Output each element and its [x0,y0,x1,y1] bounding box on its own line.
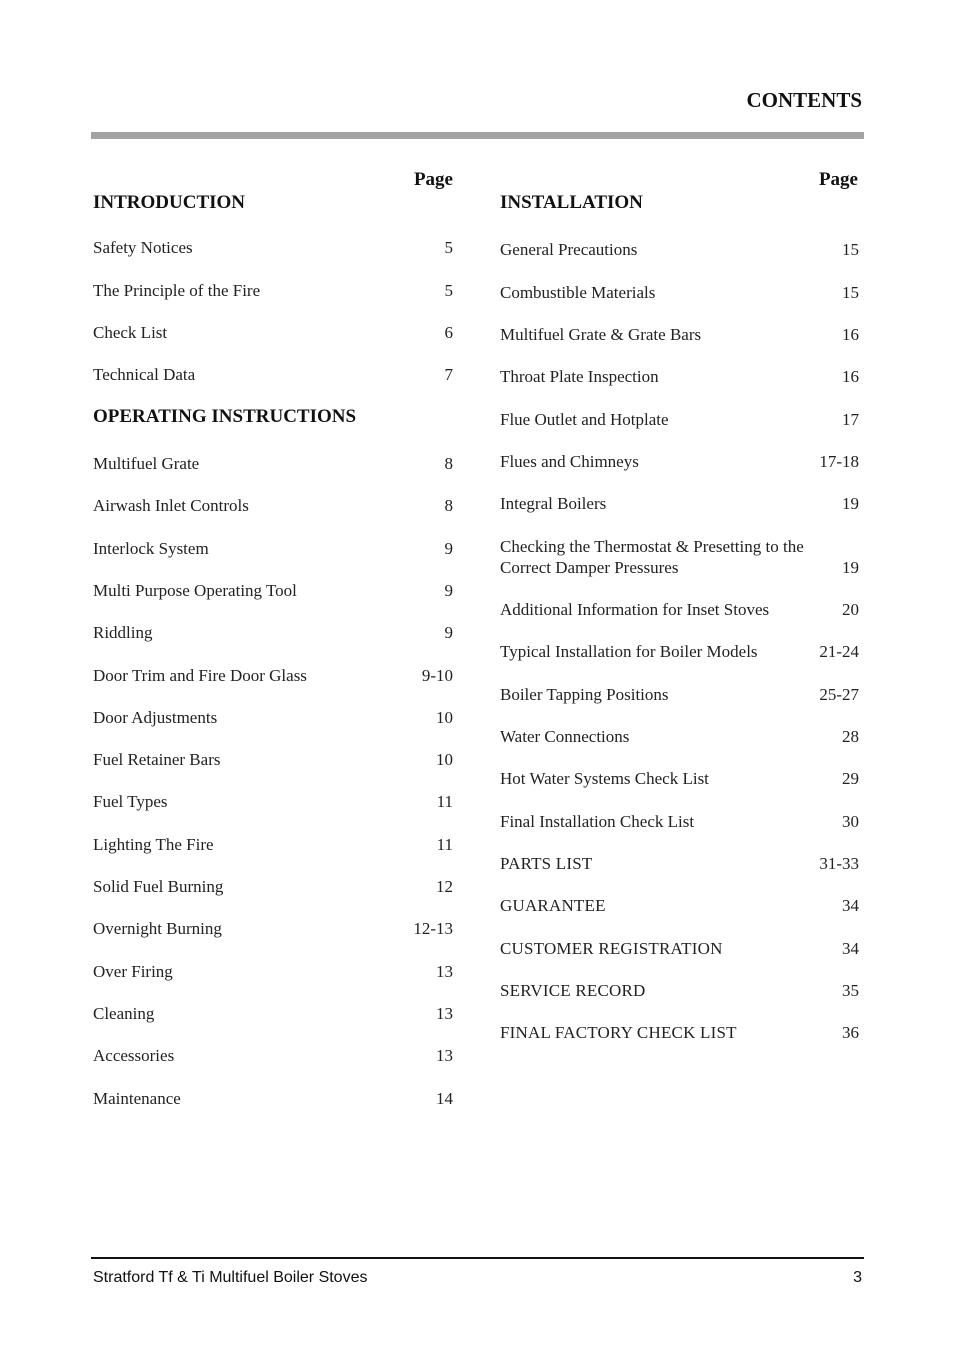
toc-entry-page: 20 [842,600,859,619]
toc-entry-page: 10 [436,708,453,727]
toc-entry-page: 7 [444,365,453,384]
toc-entry-page: 16 [842,367,859,386]
toc-entry[interactable] [93,834,453,855]
toc-entry-label: Multifuel Grate [93,454,200,473]
header-divider [91,132,864,139]
toc-entry-label: Airwash Inlet Controls [93,496,249,515]
toc-entry-page: 17 [842,410,859,429]
toc-entry-page: 16 [842,325,859,344]
toc-entry-label: Door Adjustments [93,708,218,727]
toc-entry-label: Throat Plate Inspection [500,367,659,386]
toc-entry-page: 25-27 [819,685,859,704]
toc-entry-label: SERVICE RECORD [500,981,646,1000]
footer-divider [91,1257,864,1259]
toc-entry-label: Solid Fuel Burning [93,877,224,896]
toc-entry[interactable] [93,961,453,982]
toc-entry[interactable] [93,495,453,516]
toc-entry[interactable] [93,580,453,601]
toc-entry-page: 8 [444,496,453,515]
page-column-header: Page [818,169,858,190]
toc-entry[interactable] [500,811,859,832]
footer-document-title: Stratford Tf & Ti Multifuel Boiler Stoves [93,1269,368,1286]
toc-entry-page: 13 [436,1046,453,1065]
toc-entry-label: Water Connections [500,727,630,746]
toc-entry[interactable] [500,980,859,1001]
toc-entry-label: Combustible Materials [500,283,656,302]
toc-entry[interactable] [500,726,859,747]
toc-entry-label: GUARANTEE [500,896,606,915]
toc-entry[interactable] [93,622,453,643]
toc-entry[interactable] [93,322,453,343]
toc-entry-label: CUSTOMER REGISTRATION [500,939,723,958]
toc-entry[interactable] [500,599,859,620]
toc-entry-label: Hot Water Systems Check List [500,769,709,788]
toc-entry-page: 10 [436,750,453,769]
toc-entry[interactable] [93,538,453,559]
section-heading-introduction: INTRODUCTION [93,192,246,213]
page-column-header: Page [413,169,453,190]
toc-entry-page: 30 [842,812,859,831]
toc-entry-page: 19 [842,558,859,577]
toc-entry-label: General Precautions [500,240,638,259]
toc-entry-page: 14 [436,1089,453,1108]
toc-entry[interactable] [93,665,453,686]
toc-entry-label: Boiler Tapping Positions [500,685,669,704]
toc-entry-page: 13 [436,1004,453,1023]
toc-entry-page: 28 [842,727,859,746]
toc-entry[interactable] [500,282,859,303]
toc-entry[interactable] [500,938,859,959]
toc-entry-label: Flues and Chimneys [500,452,639,471]
toc-entry[interactable] [500,768,859,789]
toc-entry-page: 21-24 [819,642,859,661]
toc-entry-label: Lighting The Fire [93,835,214,854]
toc-entry[interactable] [500,324,859,345]
toc-entry-page: 34 [842,939,859,958]
toc-entry-label: Flue Outlet and Hotplate [500,410,669,429]
page-title: CONTENTS [746,88,862,112]
toc-entry-page: 9-10 [421,666,453,685]
toc-entry[interactable] [93,918,453,939]
toc-entry-label: PARTS LIST [500,854,593,873]
toc-entry-page: 15 [842,240,859,259]
toc-entry[interactable] [500,239,859,260]
toc-entry-label: FINAL FACTORY CHECK LIST [500,1023,737,1042]
toc-entry-page: 13 [436,962,453,981]
toc-entry-label: Multi Purpose Operating Tool [93,581,297,600]
toc-entry-label: Fuel Types [93,792,168,811]
toc-entry-page: 36 [842,1023,859,1042]
toc-entry-label: Safety Notices [93,238,193,257]
toc-entry[interactable] [500,451,859,472]
toc-entry[interactable] [500,853,859,874]
toc-entry-label: Multifuel Grate & Grate Bars [500,325,702,344]
toc-entry[interactable] [93,749,453,770]
toc-entry-page: 9 [444,539,453,558]
toc-entry[interactable] [500,684,859,705]
toc-entry-page: 8 [444,454,453,473]
toc-entry[interactable] [500,895,859,916]
toc-entry-label: Check List [93,323,168,342]
toc-entry-label: Over Firing [93,962,173,981]
toc-entry-label: Overnight Burning [93,919,222,938]
toc-entry-page: 19 [842,494,859,513]
toc-entry-page: 9 [444,581,453,600]
toc-entry-label: Integral Boilers [500,494,607,513]
toc-entry-page: 15 [842,283,859,302]
toc-entry[interactable] [93,1088,453,1109]
toc-entry-label: The Principle of the Fire [93,281,261,300]
toc-entry-page: 9 [444,623,453,642]
toc-entry-label: Additional Information for Inset Stoves [500,600,770,619]
toc-entry-label: Interlock System [93,539,209,558]
toc-entry-page: 34 [842,896,859,915]
toc-entry[interactable] [500,1022,859,1043]
toc-entry[interactable] [93,280,453,301]
toc-entry-label: Fuel Retainer Bars [93,750,221,769]
toc-entry-label: Door Trim and Fire Door Glass [93,666,307,685]
toc-entry[interactable] [93,364,453,385]
toc-entry-page: 31-33 [819,854,859,873]
footer-page-number: 3 [853,1269,862,1286]
toc-entry-page: 12 [436,877,453,896]
toc-entry-label: Final Installation Check List [500,812,695,831]
toc-entry[interactable] [500,493,859,514]
toc-entry-page: 35 [842,981,859,1000]
toc-entry[interactable] [500,641,859,662]
toc-entry[interactable] [93,237,453,258]
toc-entry-page: 11 [436,835,453,854]
toc-entry-page: 12-13 [413,919,453,938]
toc-entry-label: Technical Data [93,365,196,384]
toc-entry-page: 29 [842,769,859,788]
section-heading-operating-instructions: OPERATING INSTRUCTIONS [93,406,357,427]
toc-entry-page: 5 [444,281,453,300]
toc-entry-label: Accessories [93,1046,175,1065]
toc-entry[interactable] [500,409,859,430]
toc-entry[interactable] [93,1003,453,1024]
toc-entry-page: 17-18 [819,452,859,471]
toc-entry-label: Cleaning [93,1004,155,1023]
toc-entry[interactable] [500,366,859,387]
toc-entry-label: Typical Installation for Boiler Models [500,642,758,661]
toc-entry-page: 6 [444,323,453,342]
toc-entry[interactable] [93,707,453,728]
toc-entry[interactable] [500,536,859,578]
toc-entry[interactable] [93,1045,453,1066]
toc-entry-label: Riddling [93,623,153,642]
toc-entry-page: 5 [444,238,453,257]
toc-entry-label: Checking the Thermostat & Presetting to the Correct Damper Pressures [500,537,804,577]
toc-entry-label: Maintenance [93,1089,181,1108]
toc-entry[interactable] [93,791,453,812]
toc-entry[interactable] [93,453,453,474]
section-heading-installation: INSTALLATION [500,192,643,213]
toc-entry-page: 11 [436,792,453,811]
toc-entry[interactable] [93,876,453,897]
